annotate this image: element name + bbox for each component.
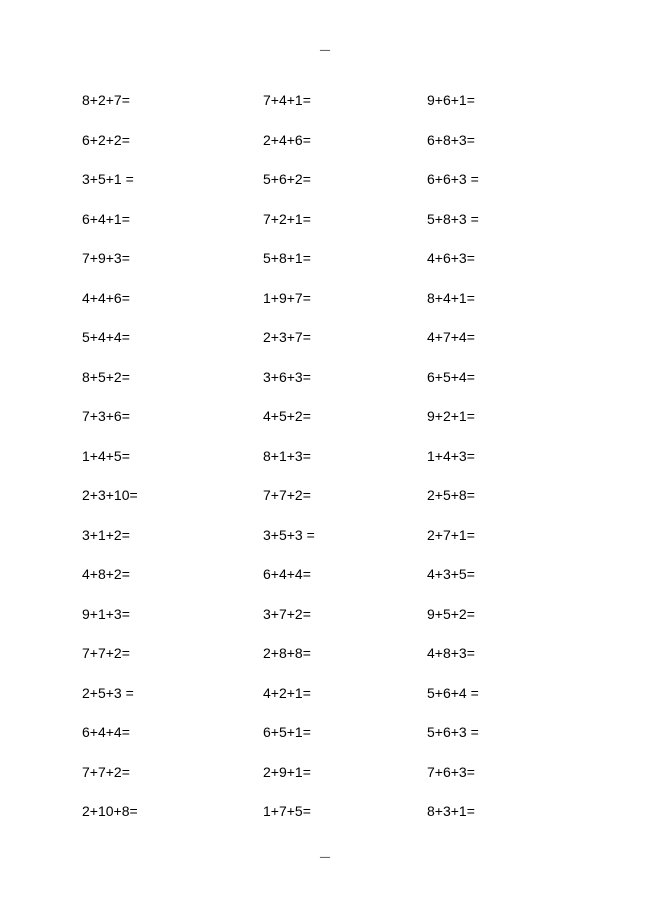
problem-row	[0, 209, 649, 249]
header-mark: -----	[319, 45, 330, 55]
arithmetic-problem: 5+6+4 =	[427, 684, 479, 701]
arithmetic-problem: 8+4+1=	[427, 289, 475, 306]
problem-row	[0, 446, 649, 486]
problem-row	[0, 485, 649, 525]
arithmetic-problem: 1+4+5=	[82, 447, 130, 464]
arithmetic-problem: 9+6+1=	[427, 92, 475, 108]
arithmetic-problem: 2+9+1=	[263, 763, 311, 780]
arithmetic-problem: 7+3+6=	[82, 408, 130, 424]
arithmetic-problem: 3+1+2=	[82, 526, 130, 543]
arithmetic-problem: 6+5+1=	[263, 724, 311, 740]
arithmetic-problem: 7+7+2=	[82, 763, 130, 780]
arithmetic-problem: 2+5+8=	[427, 487, 475, 503]
arithmetic-problem: 4+7+4=	[427, 329, 475, 345]
problem-row	[0, 130, 649, 170]
arithmetic-problem: 5+8+3 =	[427, 210, 479, 227]
arithmetic-problem: 9+5+2=	[427, 605, 475, 622]
arithmetic-problem: 5+6+2=	[263, 171, 311, 187]
arithmetic-problem: 7+2+1=	[263, 210, 311, 227]
arithmetic-problem: 8+2+7=	[82, 92, 130, 108]
arithmetic-problem: 9+2+1=	[427, 408, 475, 424]
arithmetic-problem: 6+8+3=	[427, 131, 475, 148]
problem-row	[0, 525, 649, 565]
problem-row	[0, 406, 649, 446]
arithmetic-problem: 4+4+6=	[82, 289, 130, 306]
problem-row	[0, 248, 649, 288]
arithmetic-problem: 8+3+1=	[427, 803, 475, 819]
problem-row	[0, 722, 649, 762]
arithmetic-problem: 7+6+3=	[427, 763, 475, 780]
problem-row	[0, 288, 649, 328]
arithmetic-problem: 2+5+3 =	[82, 684, 134, 701]
arithmetic-problem: 7+7+2=	[82, 645, 130, 661]
arithmetic-problem: 2+3+7=	[263, 329, 311, 345]
arithmetic-problem: 8+5+2=	[82, 368, 130, 385]
arithmetic-problem: 3+5+1 =	[82, 171, 134, 187]
arithmetic-problem: 6+2+2=	[82, 131, 130, 148]
arithmetic-problem: 6+6+3 =	[427, 171, 479, 187]
arithmetic-problem: 4+3+5=	[427, 566, 475, 582]
arithmetic-problem: 5+4+4=	[82, 329, 130, 345]
arithmetic-problem: 5+8+1=	[263, 250, 311, 266]
arithmetic-problem: 4+2+1=	[263, 684, 311, 701]
arithmetic-problem: 6+4+4=	[82, 724, 130, 740]
arithmetic-problem: 1+7+5=	[263, 803, 311, 819]
problem-grid	[0, 90, 649, 841]
arithmetic-problem: 8+1+3=	[263, 447, 311, 464]
arithmetic-problem: 4+5+2=	[263, 408, 311, 424]
arithmetic-problem: 3+5+3 =	[263, 526, 315, 543]
arithmetic-problem: 7+7+2=	[263, 487, 311, 503]
arithmetic-problem: 4+8+2=	[82, 566, 130, 582]
arithmetic-problem: 2+10+8=	[82, 803, 138, 819]
arithmetic-problem: 4+8+3=	[427, 645, 475, 661]
arithmetic-problem: 6+4+4=	[263, 566, 311, 582]
arithmetic-problem: 3+6+3=	[263, 368, 311, 385]
problem-row	[0, 169, 649, 209]
arithmetic-problem: 7+9+3=	[82, 250, 130, 266]
arithmetic-problem: 7+4+1=	[263, 92, 311, 108]
problem-row	[0, 604, 649, 644]
problem-row	[0, 762, 649, 802]
arithmetic-problem: 2+4+6=	[263, 131, 311, 148]
arithmetic-problem: 2+8+8=	[263, 645, 311, 661]
arithmetic-problem: 2+7+1=	[427, 526, 475, 543]
problem-row	[0, 683, 649, 723]
arithmetic-problem: 4+6+3=	[427, 250, 475, 266]
arithmetic-problem: 5+6+3 =	[427, 724, 479, 740]
problem-row	[0, 367, 649, 407]
footer-mark: -----	[319, 852, 330, 862]
arithmetic-problem: 9+1+3=	[82, 605, 130, 622]
problem-row	[0, 327, 649, 367]
arithmetic-problem: 6+5+4=	[427, 368, 475, 385]
problem-row	[0, 90, 649, 130]
problem-row	[0, 564, 649, 604]
arithmetic-problem: 1+4+3=	[427, 447, 475, 464]
problem-row	[0, 801, 649, 841]
problem-row	[0, 643, 649, 683]
arithmetic-problem: 1+9+7=	[263, 289, 311, 306]
arithmetic-problem: 2+3+10=	[82, 487, 138, 503]
arithmetic-problem: 3+7+2=	[263, 605, 311, 622]
arithmetic-problem: 6+4+1=	[82, 210, 130, 227]
